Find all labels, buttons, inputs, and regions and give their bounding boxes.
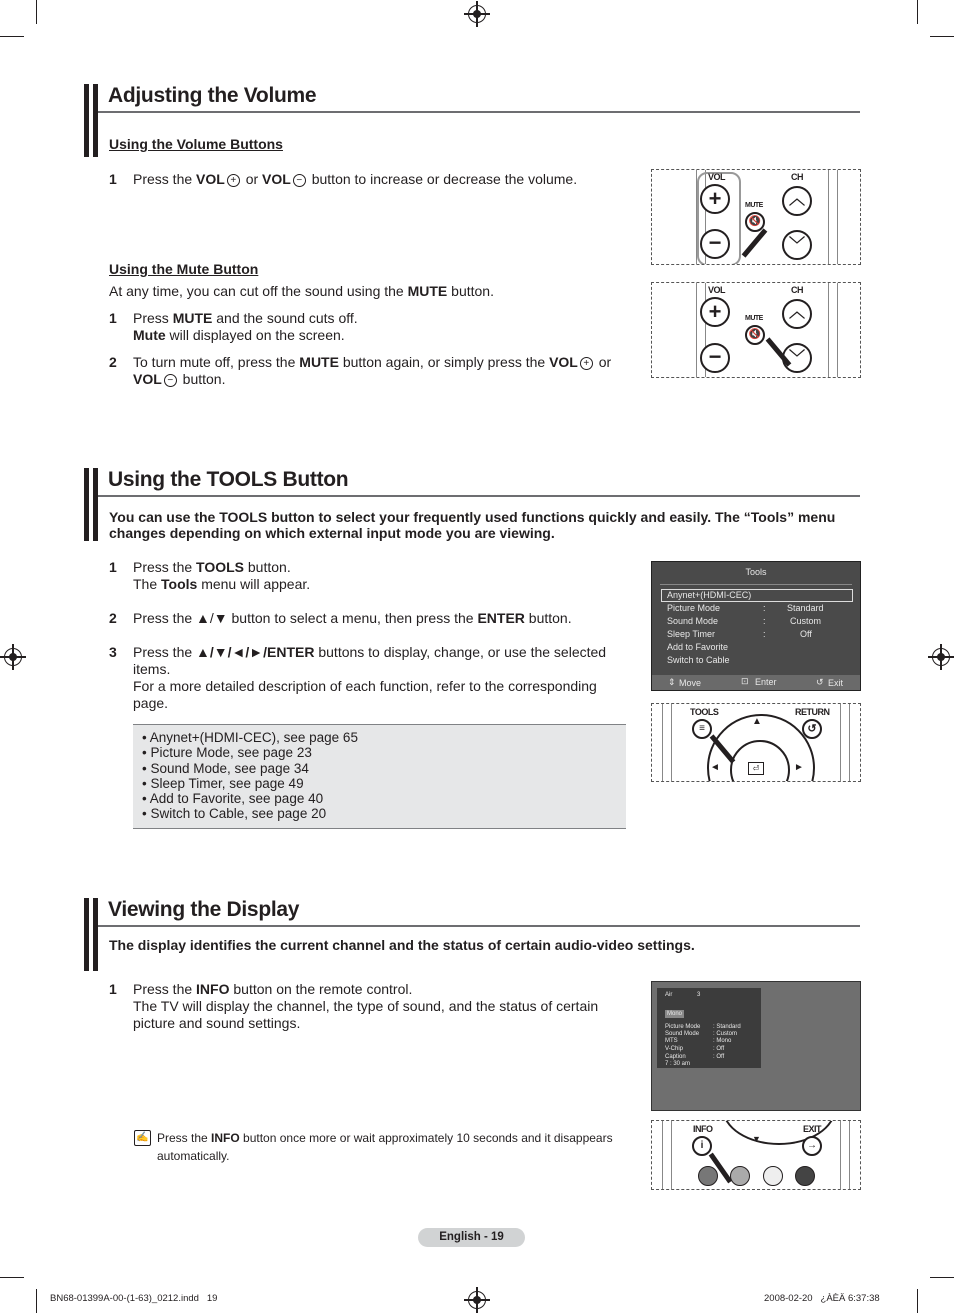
page-number-badge: English - 19 xyxy=(418,1228,525,1247)
enter-icon: ⊡ xyxy=(741,676,749,686)
subheading-mute-button: Using the Mute Button xyxy=(109,261,259,277)
vol-up-button: + xyxy=(700,297,730,327)
tools-step-2: Press the ▲/▼ button to select a menu, then press the ENTER button. xyxy=(133,610,572,626)
mute-step-1: Press MUTE and the sound cuts off. Mute will displayed on the screen. xyxy=(133,310,358,343)
remote-volume-illustration: VOL CH + − ︿ ﹀ MUTE 🔇 xyxy=(651,169,861,265)
list-item: • Sleep Timer, see page 49 xyxy=(142,775,304,791)
step-number: 1 xyxy=(109,559,117,575)
vol-plus-icon: + xyxy=(580,357,593,370)
section-title-display: Viewing the Display xyxy=(108,898,300,921)
tools-menu-item: Anynet+(HDMI-CEC) xyxy=(667,590,752,600)
section-bar xyxy=(84,468,98,541)
registration-mark-icon xyxy=(468,1291,486,1309)
list-item: • Anynet+(HDMI-CEC), see page 65 xyxy=(142,730,358,745)
footer-filename: BN68-01399A-00-(1-63)_0212.indd 19 xyxy=(50,1293,218,1304)
step-number: 2 xyxy=(109,610,117,626)
enter-button-icon: ⏎ xyxy=(748,762,764,775)
vol-down-button: − xyxy=(700,343,730,373)
subheading-volume-buttons: Using the Volume Buttons xyxy=(109,136,283,152)
pointer-hand-icon xyxy=(742,228,768,257)
ch-down-button: ﹀ xyxy=(782,230,812,260)
step-number: 1 xyxy=(109,981,117,997)
ch-up-button: ︿ xyxy=(782,186,812,216)
step-number: 3 xyxy=(109,644,117,660)
section-rule xyxy=(98,925,860,927)
section-title-volume: Adjusting the Volume xyxy=(108,84,317,107)
info-button-icon: i xyxy=(692,1136,712,1156)
sound-badge: Mono xyxy=(667,1011,683,1017)
tools-intro: You can use the TOOLS button to select your frequently used functions quickly and easily. The “Tools” menu changes depending on which external input mode you are viewing. xyxy=(109,509,836,541)
tools-menu-item: Picture Mode xyxy=(667,603,721,613)
info-display-screen: Air 3 Mono Picture Mode : Standard Sound Mode : Custom MTS : Mono V-Chip : Off Caption : Off 7 : 30 am xyxy=(651,981,861,1111)
volume-step-1: Press the VOL + or VOL − button to increase or decrease the volume. xyxy=(133,171,578,187)
note-icon: ✍ xyxy=(134,1130,151,1146)
mute-step-2: To turn mute off, press the MUTE button again, or simply press the VOL + or VOL − button. xyxy=(133,354,612,387)
display-note: Press the INFO button once more or wait approximately 10 seconds and it disappears automatically. xyxy=(157,1131,613,1163)
tools-menu-item: Sleep Timer xyxy=(667,629,716,639)
ch-down-button: ﹀ xyxy=(782,343,812,373)
ch-up-button: ︿ xyxy=(782,299,812,329)
tools-menu-item: Add to Favorite xyxy=(667,642,729,652)
section-bar xyxy=(84,84,98,157)
vol-down-button: − xyxy=(700,229,730,259)
tools-step-3: Press the ▲/▼/◄/►/ENTER buttons to display, change, or use the selected items. For a more detailed description of each function, refer to the corresponding page. xyxy=(133,644,607,711)
section-title-tools: Using the TOOLS Button xyxy=(108,468,349,491)
section-bar xyxy=(84,898,98,971)
vol-up-button: + xyxy=(700,184,730,214)
tools-menu-title: Tools xyxy=(745,567,767,577)
remote-info-illustration: ▼ INFO EXIT i → xyxy=(651,1120,861,1190)
display-step-1: Press the INFO button on the remote control. The TV will display the channel, the type of sound, and the status of certain picture and sound settings. xyxy=(133,981,599,1031)
vol-minus-icon: − xyxy=(293,174,306,187)
mute-intro: At any time, you can cut off the sound using the MUTE button. xyxy=(109,283,494,299)
footer-timestamp: 2008-02-20 ¿ÀÈÄ 6:37:38 xyxy=(764,1293,880,1304)
step-number: 1 xyxy=(109,171,117,187)
vol-plus-icon: + xyxy=(227,174,240,187)
list-item: • Add to Favorite, see page 40 xyxy=(142,791,324,807)
list-item: • Sound Mode, see page 34 xyxy=(142,760,309,776)
tools-step-1: Press the TOOLS button. The Tools menu will appear. xyxy=(133,559,311,592)
registration-mark-icon xyxy=(4,648,22,666)
remote-mute-illustration: VOL CH + − ︿ ﹀ MUTE 🔇 xyxy=(651,282,861,378)
tools-menu-item: Switch to Cable xyxy=(667,655,730,665)
page-reference-list xyxy=(133,724,626,829)
section-rule xyxy=(98,111,860,113)
list-item: • Switch to Cable, see page 20 xyxy=(142,806,327,822)
display-intro: The display identifies the current channel and the status of certain audio-video settings. xyxy=(109,937,695,953)
mute-icon: 🔇 xyxy=(745,212,765,232)
mute-icon: 🔇 xyxy=(745,325,765,345)
remote-tools-illustration: TOOLS RETURN ≡ ↺ ▲ ◄ ► ⏎ xyxy=(651,703,861,782)
move-icon: ⇕ xyxy=(668,677,676,687)
list-item: • Picture Mode, see page 23 xyxy=(142,745,312,761)
step-number: 2 xyxy=(109,354,117,370)
tools-menu-item: Sound Mode xyxy=(667,616,719,626)
return-button-icon: ↺ xyxy=(802,719,822,739)
exit-icon: ↺ xyxy=(816,677,824,687)
registration-mark-icon xyxy=(468,5,486,23)
registration-mark-icon xyxy=(932,648,950,666)
section-rule xyxy=(98,495,860,497)
tools-button-icon: ≡ xyxy=(692,719,712,739)
exit-button-icon: → xyxy=(802,1136,822,1156)
vol-minus-icon: − xyxy=(164,374,177,387)
step-number: 1 xyxy=(109,310,117,326)
tools-menu-screen: Tools Anynet+(HDMI-CEC) Picture Mode : Standard Sound Mode : Custom Sleep Timer : Off Add to Favorite Switch to Cable ⇕ Move ⊡ Enter ↺ Exit xyxy=(651,561,861,691)
